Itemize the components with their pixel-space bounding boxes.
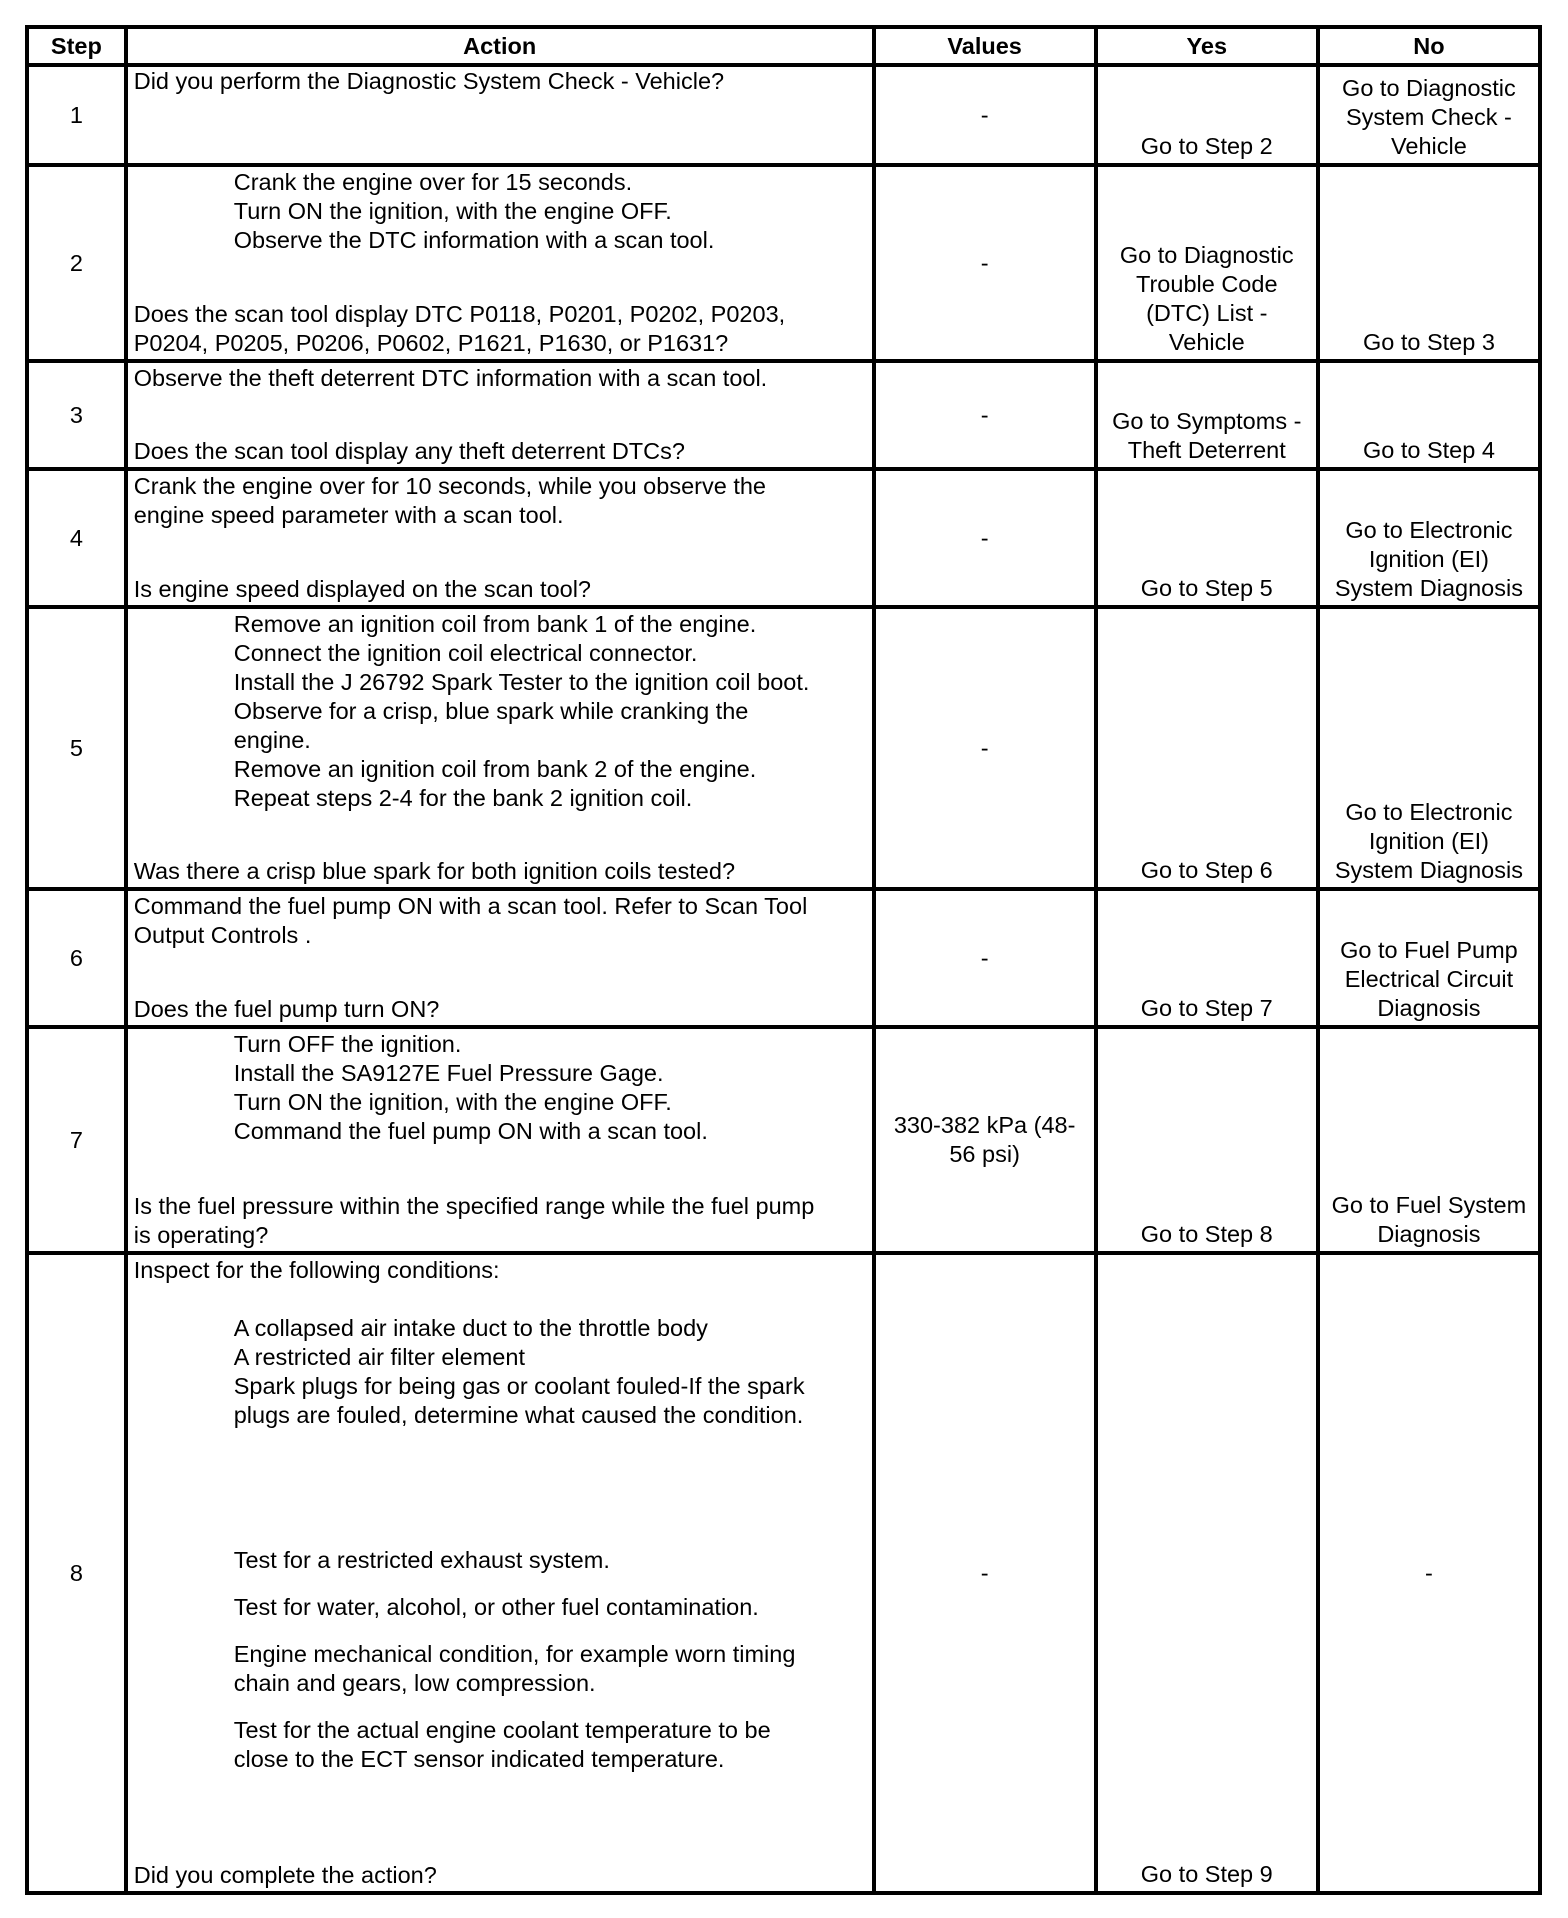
table-row bbox=[27, 889, 1540, 1027]
no-text: - bbox=[1425, 1559, 1433, 1586]
test-list bbox=[134, 1546, 866, 1774]
no-cell bbox=[1318, 607, 1540, 889]
condition-item: plugs are fouled, determine what caused the condition. bbox=[233, 1402, 804, 1428]
action-intro: Output Controls . bbox=[133, 922, 312, 948]
no-text: Diagnosis bbox=[1377, 995, 1481, 1021]
action-step: Turn ON the ignition, with the engine OFF. bbox=[233, 1089, 672, 1115]
table-row bbox=[27, 469, 1540, 607]
header-values: Values bbox=[874, 27, 1096, 65]
action-cell bbox=[126, 65, 874, 165]
action-intro: Command the fuel pump ON with a scan tool. Refer to Scan Tool bbox=[133, 893, 808, 919]
condition-item: A collapsed air intake duct to the throttle body bbox=[233, 1315, 708, 1341]
test-item: close to the ECT sensor indicated temperature. bbox=[233, 1746, 725, 1772]
yes-cell bbox=[1096, 469, 1318, 607]
action-step: Observe the DTC information with a scan tool. bbox=[233, 227, 715, 253]
action-step: engine. bbox=[233, 727, 311, 753]
header-row bbox=[27, 27, 1540, 65]
no-text: System Diagnosis bbox=[1334, 857, 1523, 883]
action-step: Observe for a crisp, blue spark while cranking the bbox=[233, 698, 749, 724]
test-item: chain and gears, low compression. bbox=[233, 1670, 596, 1696]
yes-cell bbox=[1096, 165, 1318, 361]
table-row bbox=[27, 1027, 1540, 1253]
no-text: Go to Step 3 bbox=[1362, 329, 1495, 355]
no-text: Go to Step 4 bbox=[1362, 437, 1495, 463]
yes-text: Go to Step 7 bbox=[1140, 995, 1273, 1021]
yes-cell bbox=[1096, 607, 1318, 889]
step-number: 1 bbox=[27, 65, 126, 165]
no-text: Go to Fuel Pump bbox=[1340, 937, 1518, 963]
action-step: Turn ON the ignition, with the engine OFF. bbox=[233, 198, 672, 224]
no-text: Go to Fuel System bbox=[1331, 1192, 1527, 1218]
condition-item: Spark plugs for being gas or coolant fouled-If the spark bbox=[233, 1373, 805, 1399]
values-cell: - bbox=[874, 65, 1096, 165]
yes-cell bbox=[1096, 889, 1318, 1027]
table-row bbox=[27, 165, 1540, 361]
step-number: 4 bbox=[27, 469, 126, 607]
question-text: Does the fuel pump turn ON? bbox=[133, 996, 440, 1022]
yes-text: Go to Diagnostic bbox=[1119, 242, 1294, 268]
no-cell bbox=[1318, 65, 1540, 165]
action-intro: Observe the theft deterrent DTC information with a scan tool. bbox=[133, 365, 768, 391]
yes-text: Go to Step 9 bbox=[1140, 1861, 1273, 1887]
no-cell bbox=[1318, 889, 1540, 1027]
action-cell bbox=[126, 889, 874, 1027]
no-cell bbox=[1318, 361, 1540, 469]
condition-list bbox=[134, 1314, 866, 1430]
no-text: Ignition (EI) bbox=[1368, 546, 1489, 572]
yes-text: Trouble Code bbox=[1136, 271, 1278, 297]
yes-text: Go to Step 5 bbox=[1140, 575, 1273, 601]
values-text: 330-382 kPa (48- bbox=[893, 1112, 1076, 1138]
test-item: Test for a restricted exhaust system. bbox=[233, 1547, 610, 1573]
yes-text: Go to Step 6 bbox=[1140, 857, 1273, 883]
step-number: 7 bbox=[27, 1027, 126, 1253]
action-intro: Crank the engine over for 10 seconds, while you observe the bbox=[133, 473, 766, 499]
no-text: Diagnosis bbox=[1377, 1221, 1481, 1247]
values-text: 56 psi) bbox=[949, 1141, 1020, 1167]
question-text: Is the fuel pressure within the specified range while the fuel pump bbox=[133, 1193, 815, 1219]
question-text: Did you complete the action? bbox=[133, 1862, 437, 1888]
table-row bbox=[27, 65, 1540, 165]
yes-text: Go to Symptoms - bbox=[1112, 408, 1302, 434]
step-number: 6 bbox=[27, 889, 126, 1027]
yes-text: Go to Step 8 bbox=[1140, 1221, 1273, 1247]
question-text: P0204, P0205, P0206, P0602, P1621, P1630, or P1631? bbox=[133, 330, 729, 356]
action-intro: engine speed parameter with a scan tool. bbox=[133, 502, 564, 528]
action-steps bbox=[134, 1030, 866, 1146]
action-intro: Inspect for the following conditions: bbox=[133, 1257, 500, 1283]
action-cell bbox=[126, 1027, 874, 1253]
values-cell bbox=[874, 1027, 1096, 1253]
step-number: 3 bbox=[27, 361, 126, 469]
step-number: 8 bbox=[27, 1253, 126, 1893]
no-text: Go to Diagnostic bbox=[1342, 75, 1516, 101]
header-action: Action bbox=[126, 27, 874, 65]
yes-text: Vehicle bbox=[1168, 329, 1245, 355]
yes-text: Theft Deterrent bbox=[1127, 437, 1286, 463]
no-cell bbox=[1318, 1253, 1540, 1893]
action-steps bbox=[134, 168, 866, 255]
values-cell: - bbox=[874, 1253, 1096, 1893]
action-step: Crank the engine over for 15 seconds. bbox=[233, 169, 633, 195]
yes-cell bbox=[1096, 1253, 1318, 1893]
action-cell bbox=[126, 165, 874, 361]
test-item: Engine mechanical condition, for example worn timing bbox=[233, 1641, 796, 1667]
values-cell: - bbox=[874, 469, 1096, 607]
no-cell bbox=[1318, 469, 1540, 607]
no-text: Go to Electronic bbox=[1345, 517, 1513, 543]
table-row bbox=[27, 361, 1540, 469]
condition-item: A restricted air filter element bbox=[233, 1344, 525, 1370]
header-yes: Yes bbox=[1096, 27, 1318, 65]
values-cell: - bbox=[874, 889, 1096, 1027]
test-item: Test for the actual engine coolant temperature to be bbox=[233, 1717, 771, 1743]
values-cell: - bbox=[874, 165, 1096, 361]
question-text: is operating? bbox=[133, 1222, 269, 1248]
question-text: Was there a crisp blue spark for both ignition coils tested? bbox=[133, 858, 736, 884]
no-text: Ignition (EI) bbox=[1368, 828, 1489, 854]
question-text: Is engine speed displayed on the scan tool? bbox=[133, 576, 591, 602]
header-no: No bbox=[1318, 27, 1540, 65]
action-cell bbox=[126, 1253, 874, 1893]
action-step: Install the J 26792 Spark Tester to the ignition coil boot. bbox=[233, 669, 810, 695]
table-row bbox=[27, 1253, 1540, 1893]
question-text: Does the scan tool display any theft deterrent DTCs? bbox=[133, 438, 685, 464]
action-step: Connect the ignition coil electrical connector. bbox=[233, 640, 698, 666]
action-step: Install the SA9127E Fuel Pressure Gage. bbox=[233, 1060, 664, 1086]
question-text: Does the scan tool display DTC P0118, P0201, P0202, P0203, bbox=[133, 301, 786, 327]
action-step: Command the fuel pump ON with a scan tool. bbox=[233, 1118, 708, 1144]
action-step: Repeat steps 2-4 for the bank 2 ignition coil. bbox=[233, 785, 693, 811]
no-text: Vehicle bbox=[1391, 133, 1467, 159]
no-text: System Check - bbox=[1345, 104, 1512, 130]
step-number: 2 bbox=[27, 165, 126, 361]
yes-cell bbox=[1096, 65, 1318, 165]
no-cell bbox=[1318, 165, 1540, 361]
test-item: Test for water, alcohol, or other fuel contamination. bbox=[233, 1594, 759, 1620]
diagnostic-table bbox=[25, 25, 1542, 1895]
action-steps bbox=[134, 610, 866, 813]
no-cell bbox=[1318, 1027, 1540, 1253]
yes-text: (DTC) List - bbox=[1146, 300, 1268, 326]
table-row bbox=[27, 607, 1540, 889]
action-cell bbox=[126, 607, 874, 889]
action-step: Remove an ignition coil from bank 2 of the engine. bbox=[233, 756, 757, 782]
action-step: Turn OFF the ignition. bbox=[233, 1031, 462, 1057]
no-text: Go to Electronic bbox=[1345, 799, 1513, 825]
values-cell: - bbox=[874, 607, 1096, 889]
header-step: Step bbox=[27, 27, 126, 65]
no-text: System Diagnosis bbox=[1334, 575, 1523, 601]
action-cell bbox=[126, 469, 874, 607]
yes-text: Go to Step 2 bbox=[1140, 133, 1273, 159]
values-cell: - bbox=[874, 361, 1096, 469]
no-text: Electrical Circuit bbox=[1344, 966, 1514, 992]
question-text: Did you perform the Diagnostic System Check - Vehicle? bbox=[133, 68, 725, 94]
action-step: Remove an ignition coil from bank 1 of the engine. bbox=[233, 611, 757, 637]
yes-cell bbox=[1096, 1027, 1318, 1253]
action-cell bbox=[126, 361, 874, 469]
step-number: 5 bbox=[27, 607, 126, 889]
yes-cell bbox=[1096, 361, 1318, 469]
